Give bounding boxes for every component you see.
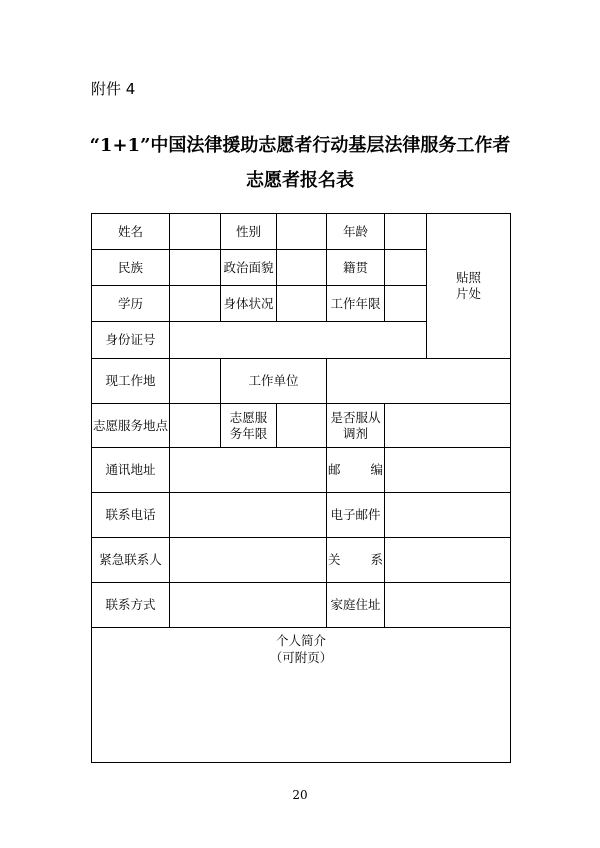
work-years-field[interactable] — [385, 286, 427, 322]
volunteer-years-label-line2: 务年限 — [229, 425, 268, 441]
page-number: 20 — [292, 788, 308, 802]
work-years-label: 工作年限 — [327, 286, 385, 322]
ethnicity-label: 民族 — [92, 250, 170, 286]
address-label: 通讯地址 — [92, 448, 170, 493]
age-label: 年龄 — [327, 214, 385, 250]
name-label: 姓名 — [92, 214, 170, 250]
age-field[interactable] — [385, 214, 427, 250]
volunteer-years-field[interactable] — [277, 404, 327, 448]
form-title-line1: “1+1”中国法律援助志愿者行动基层法律服务工作者 — [89, 135, 511, 156]
native-place-label: 籍贯 — [327, 250, 385, 286]
contact-method-field[interactable] — [170, 583, 327, 628]
phone-label: 联系电话 — [92, 493, 170, 538]
volunteer-location-field[interactable] — [170, 404, 221, 448]
relation-label: 关 系 — [327, 538, 385, 583]
relation-field[interactable] — [385, 538, 511, 583]
volunteer-years-label-line1: 志愿服 — [229, 409, 268, 425]
photo-area[interactable] — [427, 214, 511, 359]
home-address-label: 家庭住址 — [327, 583, 385, 628]
id-number-field[interactable] — [170, 322, 427, 359]
contact-method-label: 联系方式 — [92, 583, 170, 628]
email-label: 电子邮件 — [327, 493, 385, 538]
accept-assignment-label-line2: 调剂 — [342, 425, 368, 441]
photo-label-line2: 片处 — [455, 286, 481, 301]
accept-assignment-label — [327, 404, 385, 448]
volunteer-location-label: 志愿服务地点 — [92, 404, 170, 448]
form-title-line2: 志愿者报名表 — [246, 170, 354, 191]
postcode-label: 邮 编 — [327, 448, 385, 493]
accept-assignment-field[interactable] — [385, 404, 511, 448]
current-work-place-label: 现工作地 — [92, 359, 170, 404]
phone-field[interactable] — [170, 493, 327, 538]
ethnicity-field[interactable] — [170, 250, 221, 286]
accept-assignment-label-line1: 是否服从 — [330, 409, 381, 425]
education-field[interactable] — [170, 286, 221, 322]
political-status-label: 政治面貌 — [221, 250, 277, 286]
personal-intro-label: 个人简介 — [275, 633, 326, 648]
personal-intro-area[interactable] — [92, 628, 511, 763]
address-field[interactable] — [170, 448, 327, 493]
health-label: 身体状况 — [221, 286, 277, 322]
registration-form-table — [91, 213, 511, 763]
health-field[interactable] — [277, 286, 327, 322]
work-unit-field[interactable] — [327, 359, 511, 404]
personal-intro-note: （可附页） — [269, 650, 333, 665]
volunteer-years-label — [221, 404, 277, 448]
email-field[interactable] — [385, 493, 511, 538]
emergency-contact-label: 紧急联系人 — [92, 538, 170, 583]
work-unit-label: 工作单位 — [221, 359, 327, 404]
native-place-field[interactable] — [385, 250, 427, 286]
current-work-place-field[interactable] — [170, 359, 221, 404]
education-label: 学历 — [92, 286, 170, 322]
home-address-field[interactable] — [385, 583, 511, 628]
attachment-label: 附件 4 — [91, 80, 136, 98]
emergency-contact-field[interactable] — [170, 538, 327, 583]
gender-label: 性别 — [221, 214, 277, 250]
political-status-field[interactable] — [277, 250, 327, 286]
postcode-field[interactable] — [385, 448, 511, 493]
photo-label-line1: 贴照 — [455, 270, 481, 285]
gender-field[interactable] — [277, 214, 327, 250]
id-number-label: 身份证号 — [92, 322, 170, 359]
name-field[interactable] — [170, 214, 221, 250]
